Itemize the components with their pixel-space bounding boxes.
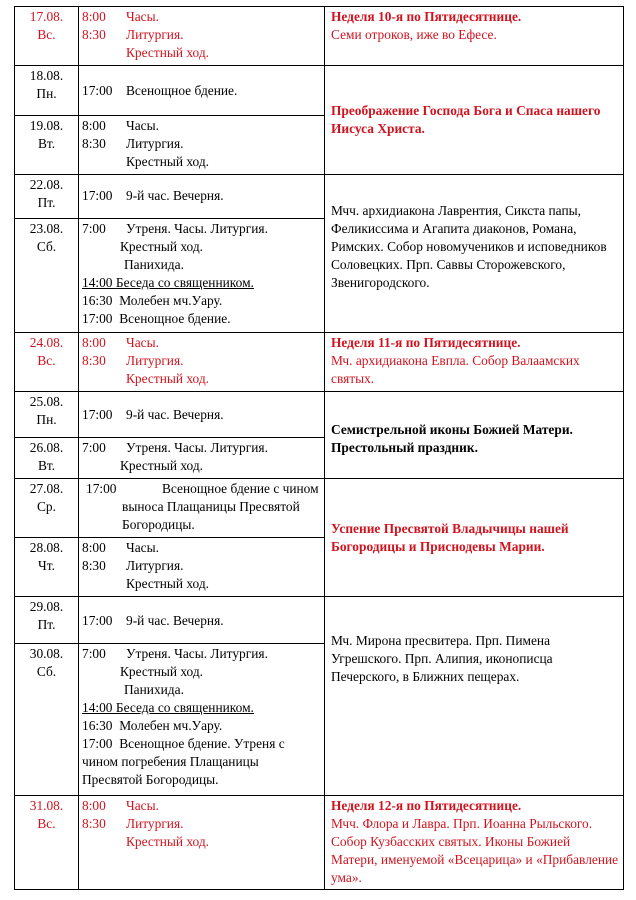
table-row	[15, 597, 624, 644]
service-time: 7:00	[82, 646, 106, 661]
service-time: 16:30	[82, 293, 113, 308]
feast-title: Успение Пресвятой Владычицы нашей Богородицы и Приснодевы Марии.	[331, 521, 569, 554]
service-text: Утреня. Часы. Литургия.	[126, 440, 268, 455]
date-cell	[15, 538, 79, 597]
service-time: 17:00	[82, 187, 113, 203]
date: 18.08.	[29, 68, 64, 83]
service-time: 14:00	[82, 275, 113, 290]
services-cell	[79, 66, 325, 116]
date: 26.08.	[29, 440, 64, 455]
service-time: 8:30	[82, 558, 106, 573]
service-text: Часы.	[126, 540, 159, 555]
schedule-table	[14, 6, 624, 890]
services-cell	[79, 597, 325, 644]
date: 19.08.	[29, 118, 64, 133]
feast-text: Мч. Мирона пресвитера. Прп. Пимена Угрешского. Прп. Алипия, иконописца Печерского, в Ближних пещерах.	[331, 633, 553, 684]
service-time: 14:00	[82, 700, 113, 715]
service-time: 8:00	[82, 9, 106, 24]
feast-title: Неделя 12-я по Пятидесятнице.	[331, 798, 522, 813]
day-of-week: Сб.	[36, 664, 57, 679]
service-text: Часы.	[126, 798, 159, 813]
day-of-week: Вс.	[37, 27, 56, 42]
service-text: Крестный ход.	[126, 576, 210, 591]
services-cell	[79, 219, 325, 333]
feast-text: Мчч. архидиакона Лаврентия, Сикста папы, Феликиссима и Агапита диаконов, Романа, Римских. Собор новомучеников и исповедников Соловецких. Прп. Саввы Сторожевского, Звенигородского.	[331, 203, 607, 290]
service-text: Крестный ход.	[120, 239, 204, 254]
date-cell	[15, 66, 79, 116]
table-row	[15, 175, 624, 219]
feast-cell	[325, 796, 624, 890]
service-text: 9-й час. Вечерня.	[126, 406, 224, 422]
service-text: Всенощное бдение.	[126, 82, 238, 98]
services-cell	[79, 7, 325, 66]
service-time: 17:00	[82, 736, 113, 751]
service-text: Молебен мч.Уару.	[119, 718, 223, 733]
feast-cell	[325, 479, 624, 597]
date: 17.08.	[29, 9, 64, 24]
day-of-week: Пт.	[37, 195, 56, 210]
day-of-week: Вс.	[37, 816, 56, 831]
feast-text: Семи отроков, иже во Ефесе.	[331, 27, 497, 42]
date: 22.08.	[29, 177, 64, 192]
service-text: 9-й час. Вечерня.	[126, 187, 224, 203]
services-cell	[79, 438, 325, 479]
service-text: 9-й час. Вечерня.	[126, 613, 224, 628]
date-cell	[15, 175, 79, 219]
feast-cell	[325, 175, 624, 333]
day-of-week: Пн.	[36, 412, 57, 427]
service-text: Крестный ход.	[126, 154, 210, 169]
feast-cell	[325, 392, 624, 479]
table-row	[15, 796, 624, 890]
day-of-week: Пт.	[37, 617, 56, 632]
date-cell	[15, 597, 79, 644]
services-cell	[79, 538, 325, 597]
feast-text: Мчч. Флора и Лавра. Прп. Иоанна Рыльского. Собор Кузбасских святых. Иконы Божией Матери, именуемой «Всецарица» и «Прибавление ума».	[331, 816, 619, 885]
date: 29.08.	[29, 599, 64, 614]
service-text: Утреня. Часы. Литургия.	[126, 221, 268, 236]
services-cell	[79, 175, 325, 219]
date-cell	[15, 438, 79, 479]
service-text: Часы.	[126, 9, 159, 24]
feast-cell	[325, 7, 624, 66]
service-text: Часы.	[126, 118, 159, 133]
date: 28.08.	[29, 540, 64, 555]
service-text: Утреня. Часы. Литургия.	[126, 646, 268, 661]
service-text: Беседа со священником.	[115, 700, 254, 715]
service-text: Всенощное бдение.	[119, 311, 231, 326]
service-text: Крестный ход.	[120, 664, 204, 679]
date: 24.08.	[29, 335, 64, 350]
date-cell	[15, 392, 79, 438]
service-text: Крестный ход.	[126, 45, 210, 60]
date: 27.08.	[29, 481, 64, 496]
date-cell	[15, 219, 79, 333]
service-text: Крестный ход.	[126, 371, 210, 386]
date-cell	[15, 7, 79, 66]
service-text: Всенощное бдение с чином выноса Плащаницы Пресвятой Богородицы.	[122, 481, 319, 532]
date-cell	[15, 479, 79, 538]
service-time: 17:00	[82, 82, 113, 98]
services-cell	[79, 116, 325, 175]
table-row	[15, 66, 624, 116]
services-cell	[79, 392, 325, 438]
feast-text: Мч. архидиакона Евпла. Собор Валаамских святых.	[331, 353, 580, 386]
feast-cell	[325, 333, 624, 392]
service-text: Литургия.	[126, 136, 184, 151]
service-time: 17:00	[82, 613, 113, 628]
service-time: 8:00	[82, 798, 106, 813]
service-time: 7:00	[82, 221, 106, 236]
service-time: 8:00	[82, 118, 106, 133]
date: 31.08.	[29, 798, 64, 813]
service-time: 8:00	[82, 540, 106, 555]
day-of-week: Вт.	[37, 136, 56, 151]
service-text: Литургия.	[126, 816, 184, 831]
feast-title: Неделя 10-я по Пятидесятнице.	[331, 9, 522, 24]
date: 25.08.	[29, 394, 64, 409]
service-text: Беседа со священником.	[115, 275, 254, 290]
feast-title: Семистрельной иконы Божией Матери. Престольный праздник.	[331, 421, 573, 455]
feast-cell	[325, 597, 624, 796]
feast-cell	[325, 66, 624, 175]
date-cell	[15, 796, 79, 890]
feast-title: Неделя 11-я по Пятидесятнице.	[331, 335, 521, 350]
services-cell	[79, 333, 325, 392]
day-of-week: Пн.	[36, 86, 57, 101]
feast-title: Преображение Господа Бога и Спаса нашего Иисуса Христа.	[331, 102, 601, 136]
day-of-week: Вс.	[37, 353, 56, 368]
service-time: 17:00	[82, 406, 113, 422]
service-text: Литургия.	[126, 27, 184, 42]
service-time: 8:00	[82, 335, 106, 350]
service-text: Панихида.	[124, 257, 184, 272]
service-text: Панихида.	[124, 682, 184, 697]
service-time: 16:30	[82, 718, 113, 733]
service-time: 17:00	[82, 311, 113, 326]
service-text: Часы.	[126, 335, 159, 350]
service-text: Крестный ход.	[126, 834, 210, 849]
service-time: 7:00	[82, 440, 106, 455]
service-text: Литургия.	[126, 353, 184, 368]
table-row	[15, 392, 624, 438]
table-row	[15, 7, 624, 66]
service-time: 8:30	[82, 136, 106, 151]
services-cell	[79, 796, 325, 890]
service-text: Молебен мч.Уару.	[119, 293, 223, 308]
service-time: 8:30	[82, 816, 106, 831]
day-of-week: Вт.	[37, 458, 56, 473]
date-cell	[15, 333, 79, 392]
service-time: 8:30	[82, 353, 106, 368]
table-row	[15, 333, 624, 392]
service-time: 17:00	[86, 481, 117, 496]
date: 23.08.	[29, 221, 64, 236]
date: 30.08.	[29, 646, 64, 661]
service-text: Литургия.	[126, 558, 184, 573]
services-cell	[79, 644, 325, 796]
date-cell	[15, 116, 79, 175]
service-text: Всенощное бдение. Утреня с чином погребения Плащаницы Пресвятой Богородицы.	[82, 736, 285, 787]
day-of-week: Ср.	[37, 499, 56, 514]
table-row	[15, 479, 624, 538]
services-cell	[79, 479, 325, 538]
service-time: 8:30	[82, 27, 106, 42]
day-of-week: Сб.	[36, 239, 57, 254]
date-cell	[15, 644, 79, 796]
day-of-week: Чт.	[38, 558, 55, 573]
service-text: Крестный ход.	[120, 458, 204, 473]
